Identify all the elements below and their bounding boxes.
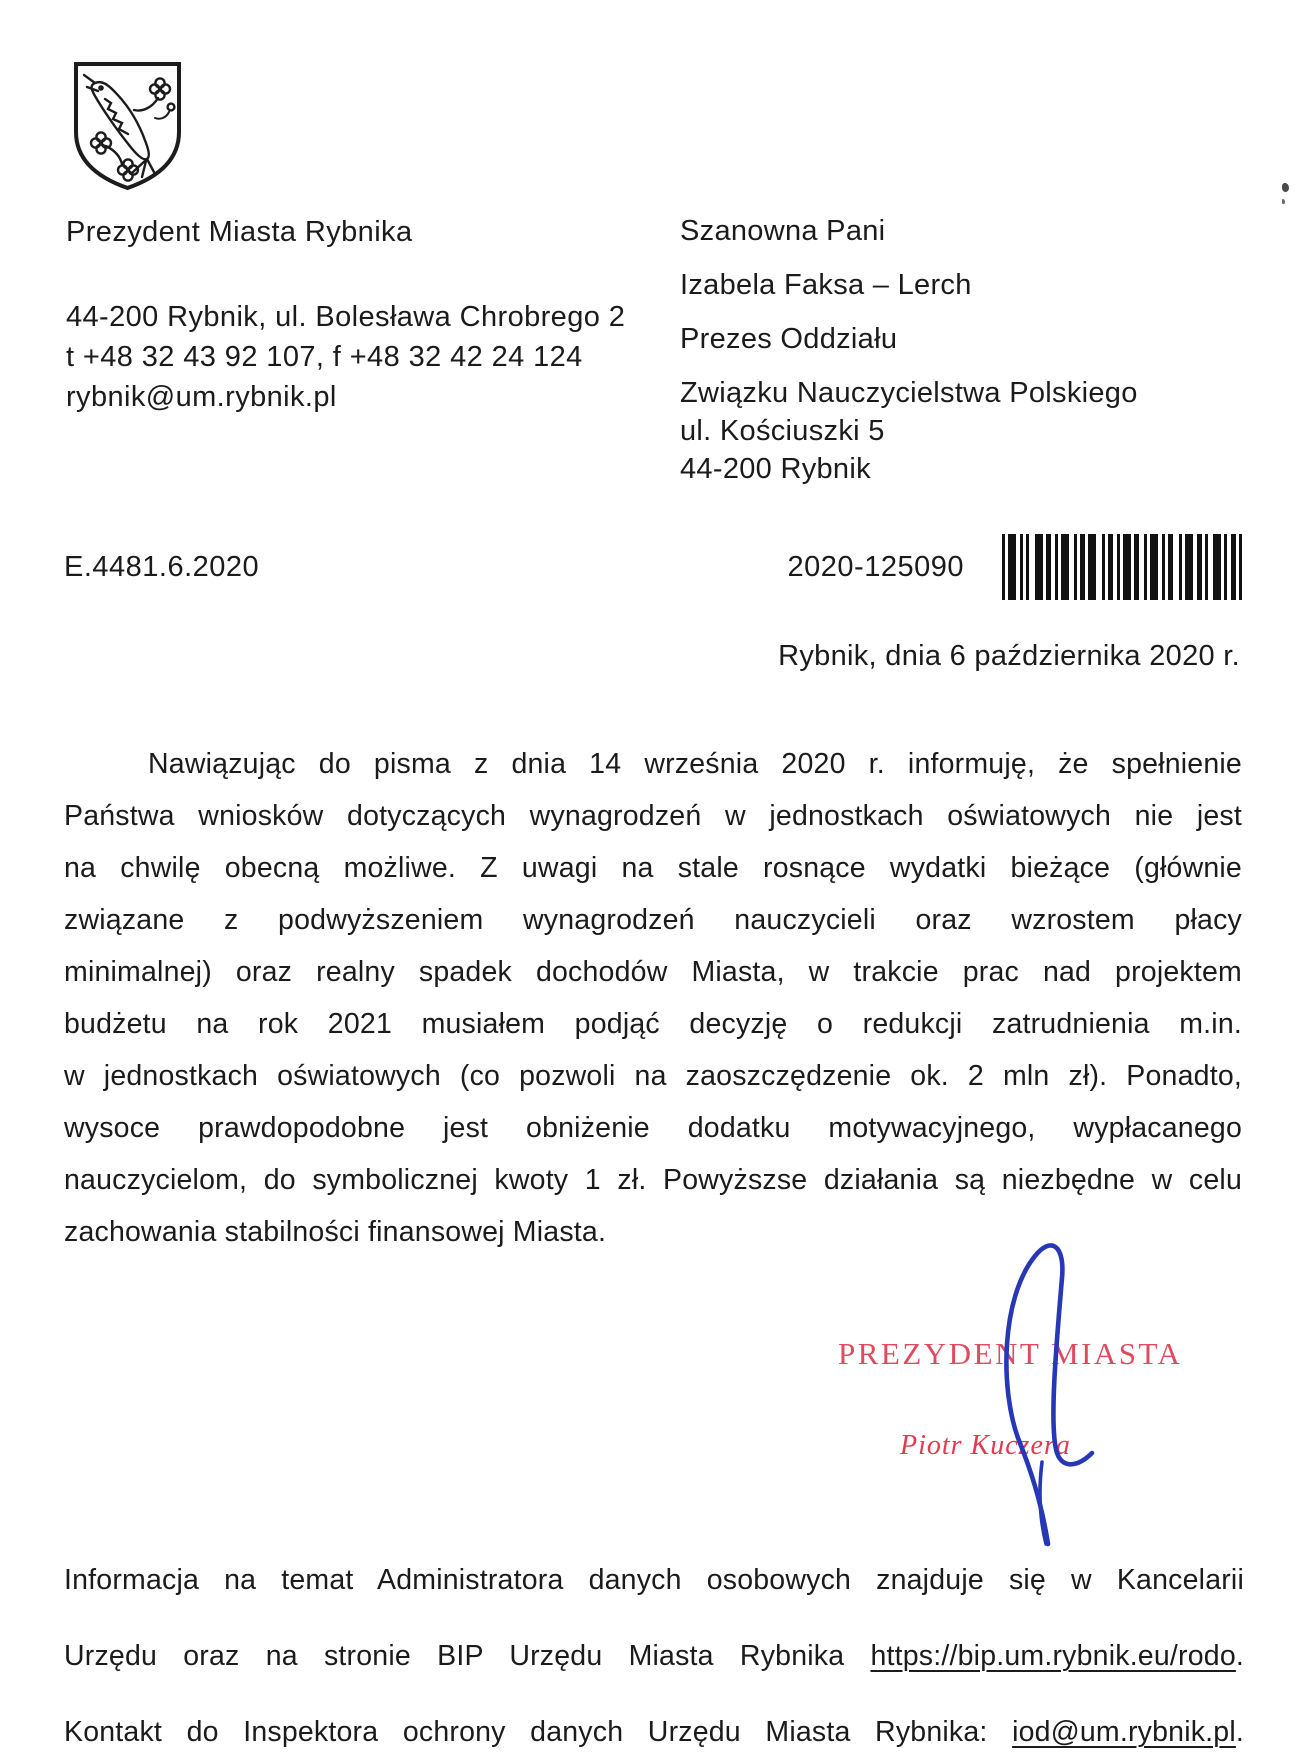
- body-line: wysoce prawdopodobne jest obniżenie dodatku motywacyjnego, wypłacanego: [64, 1112, 1242, 1144]
- footer-line2-text: Urzędu oraz na stronie BIP Urzędu Miasta Rybnika: [64, 1640, 871, 1672]
- barcode: [1002, 534, 1242, 600]
- body-line: minimalnej) oraz realny spadek dochodów Miasta, w trakcie prac nad projektem: [64, 956, 1242, 988]
- signature-stamp-name: Piotr Kuczera: [900, 1430, 1071, 1461]
- handwritten-signature-ink: [980, 1232, 1110, 1554]
- footer-line: [64, 1618, 1244, 1694]
- recipient-block: [680, 216, 1138, 492]
- sender-address-line2: t +48 32 43 92 107, f +48 32 42 24 124: [66, 341, 583, 373]
- footer-line: [64, 1694, 1244, 1754]
- sender-address-line1: 44-200 Rybnik, ul. Bolesława Chrobrego 2: [66, 301, 626, 333]
- sender-block: [66, 216, 625, 417]
- recipient-organization: Związku Nauczycielstwa Polskiego: [680, 377, 1138, 409]
- sender-title: Prezydent Miasta Rybnika: [66, 216, 413, 248]
- body-line: związane z podwyższeniem wynagrodzeń nauczycieli oraz wzrostem płacy: [64, 904, 1242, 936]
- body-line: na chwilę obecną możliwe. Z uwagi na stale rosnące wydatki bieżące (głównie: [64, 852, 1242, 884]
- body-line: Nawiązując do pisma z dnia 14 września 2020 r. informuję, że spełnienie: [148, 748, 1242, 780]
- body-line: budżetu na rok 2021 musiałem podjąć decyzję o redukcji zatrudnienia m.in.: [64, 1008, 1242, 1040]
- rybnik-coat-of-arms-icon: [70, 60, 185, 199]
- recipient-name: Izabela Faksa – Lerch: [680, 269, 972, 301]
- recipient-street: ul. Kościuszki 5: [680, 415, 885, 447]
- reference-row: [64, 532, 1242, 602]
- recipient-salutation: Szanowna Pani: [680, 215, 886, 247]
- footer-line: [64, 1542, 1244, 1618]
- body-line: Państwa wniosków dotyczących wynagrodzeń w jednostkach oświatowych nie jest: [64, 800, 1242, 832]
- document-number: 2020-125090: [787, 550, 964, 583]
- footer-line2-period: .: [1235, 1640, 1244, 1672]
- dateline: Rybnik, dnia 6 października 2020 r.: [778, 640, 1240, 672]
- footer-line1-text: Informacja na temat Administratora danych osobowych znajduje się w Kancelarii: [64, 1564, 1244, 1596]
- body-line: w jednostkach oświatowych (co pozwoli na zaoszczędzenie ok. 2 mln zł). Ponadto,: [64, 1060, 1242, 1092]
- recipient-city: 44-200 Rybnik: [680, 453, 871, 485]
- footer-block: [64, 1542, 1244, 1754]
- body-paragraph: [64, 738, 1242, 1258]
- footer-line3-period: .: [1235, 1716, 1244, 1748]
- body-line: zachowania stabilności finansowej Miasta.: [64, 1216, 607, 1248]
- bip-rodo-link[interactable]: https://bip.um.rybnik.eu/rodo: [870, 1640, 1236, 1672]
- scan-artifact: [1282, 183, 1289, 192]
- case-number: E.4481.6.2020: [64, 550, 260, 583]
- signature-stamp-title: PREZYDENT MIASTA: [838, 1336, 1183, 1371]
- footer-line3-text: Kontakt do Inspektora ochrony danych Urzędu Miasta Rybnika:: [64, 1716, 1013, 1748]
- body-line: nauczycielom, do symbolicznej kwoty 1 zł. Powyższse działania są niezbędne w celu: [64, 1164, 1242, 1196]
- iod-email-link[interactable]: iod@um.rybnik.pl: [1012, 1716, 1236, 1748]
- recipient-position: Prezes Oddziału: [680, 323, 898, 355]
- sender-email: rybnik@um.rybnik.pl: [66, 381, 337, 413]
